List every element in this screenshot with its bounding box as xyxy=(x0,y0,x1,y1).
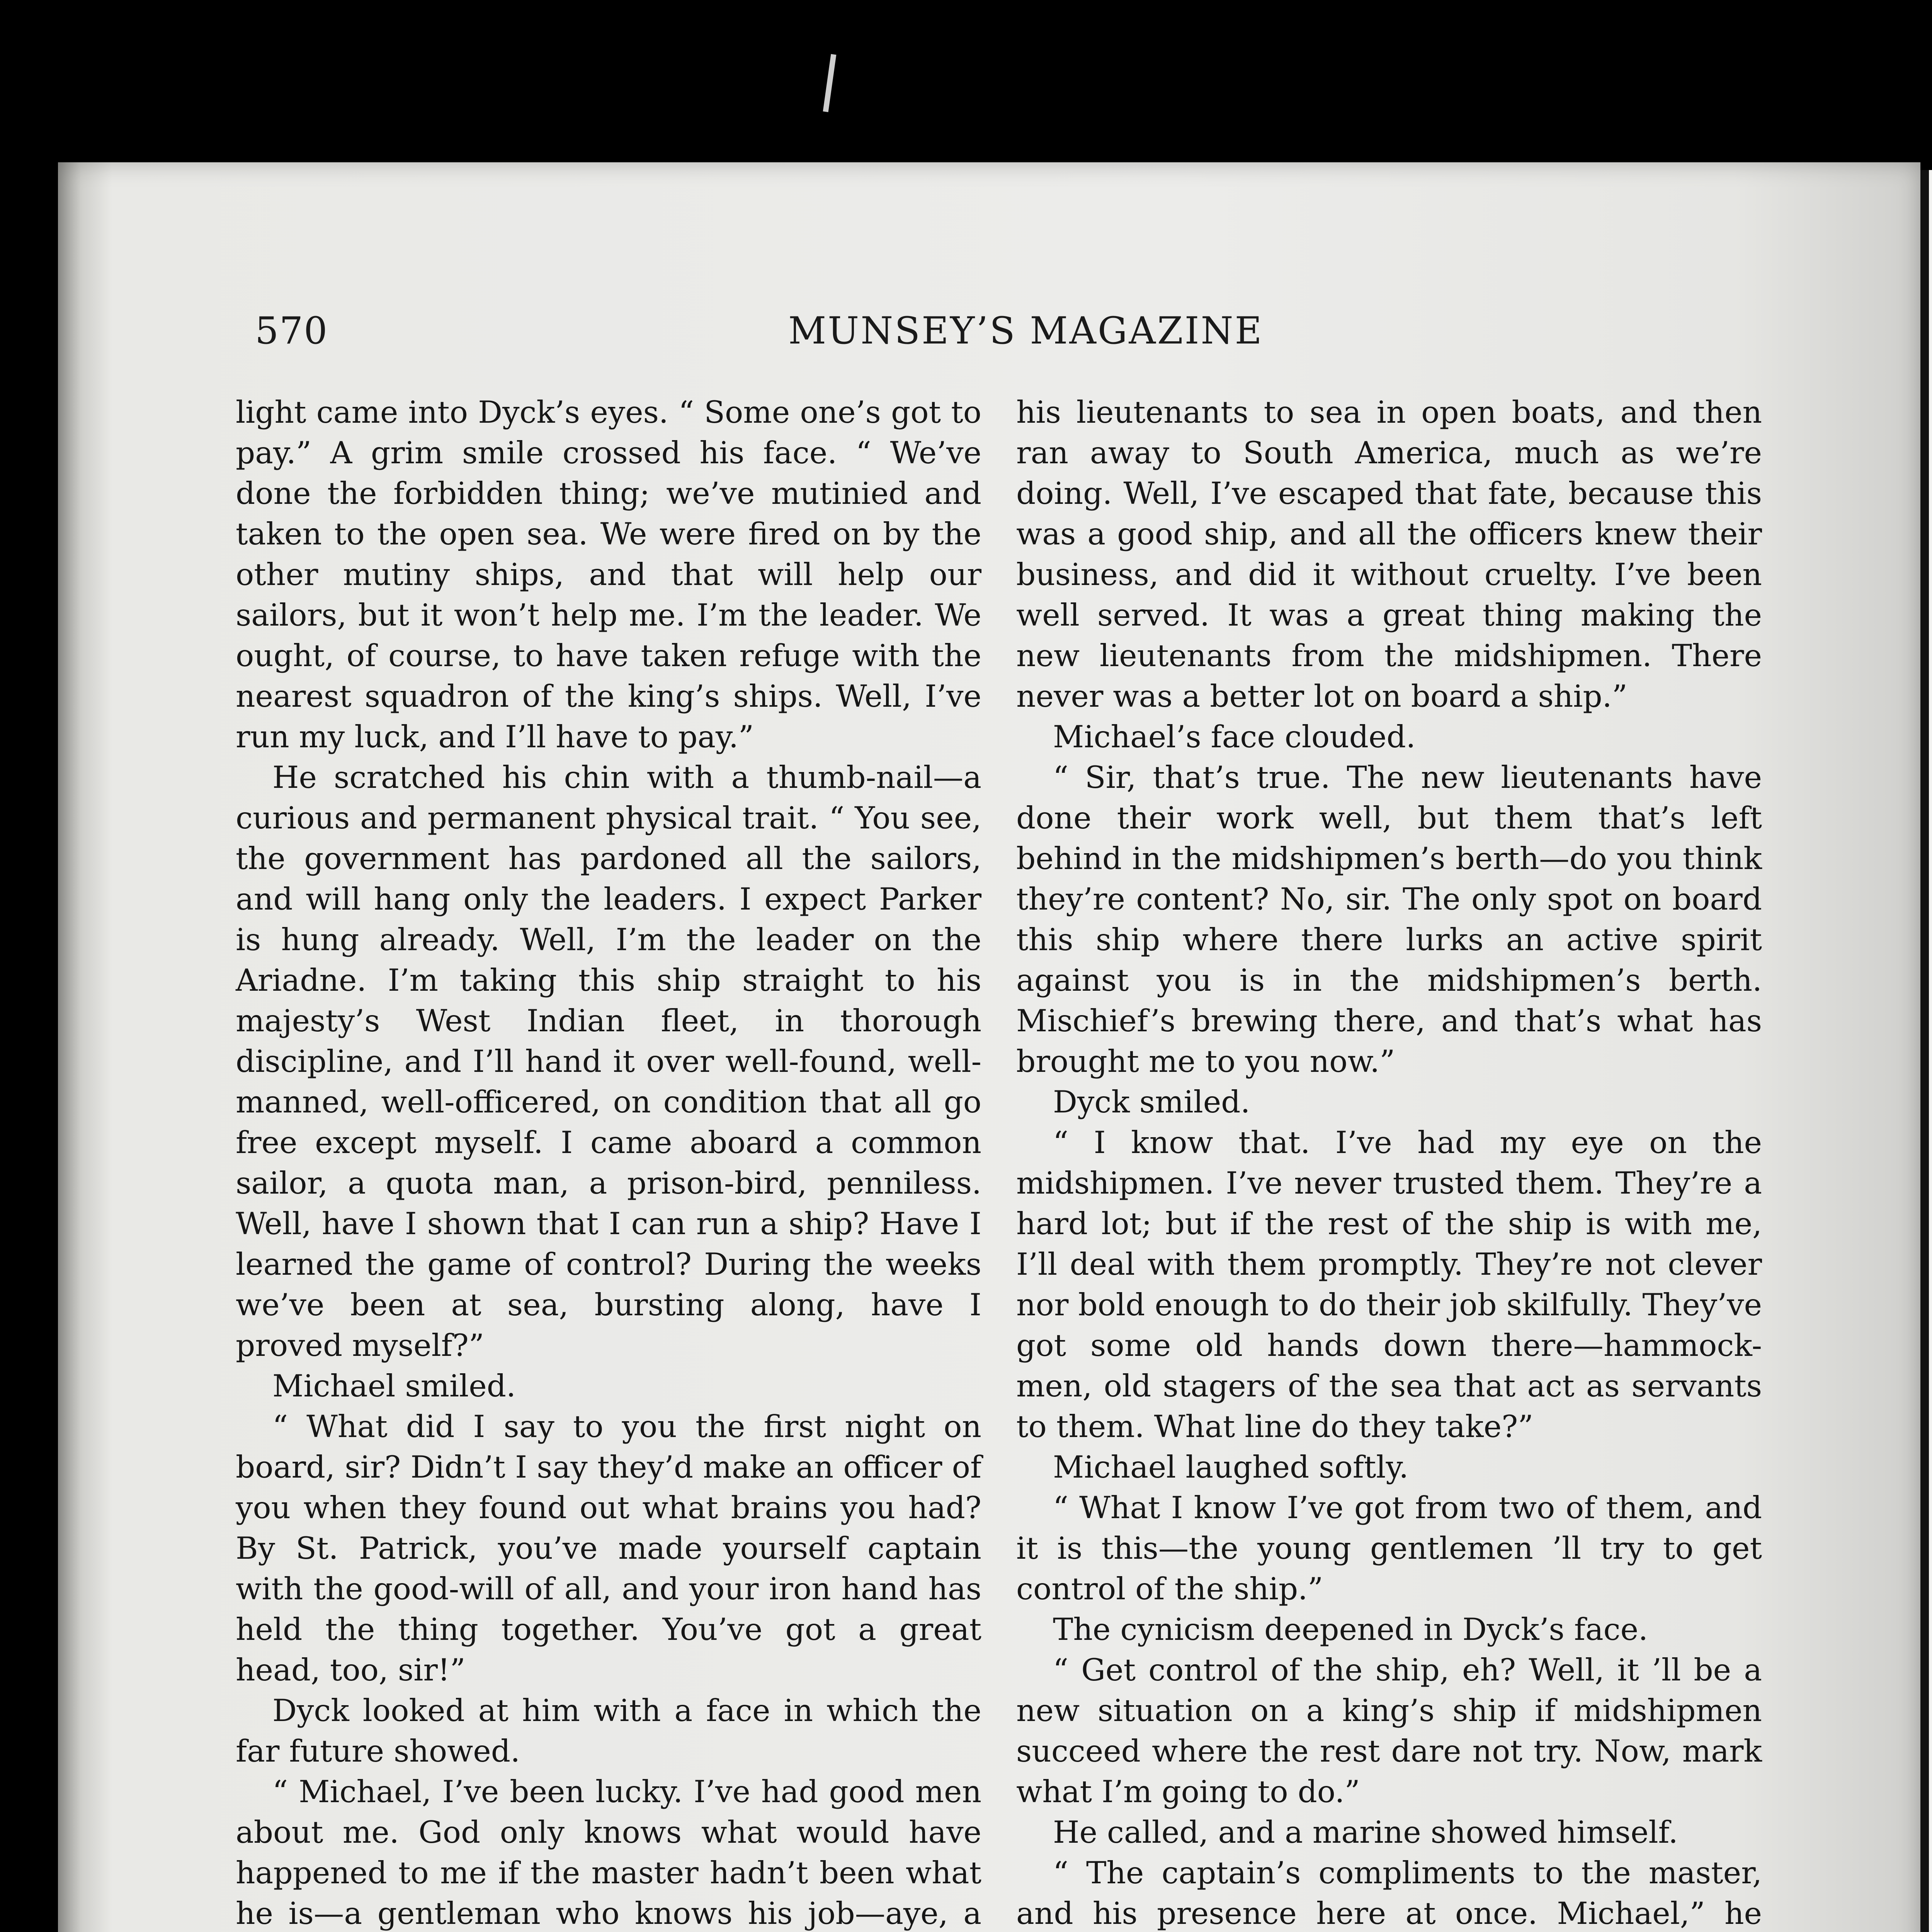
running-title: MUNSEY’S MAGAZINE xyxy=(788,309,1264,352)
paragraph: The cynicism deepened in Dyck’s face. xyxy=(1053,1612,1648,1647)
paragraph: his lieutenants to sea in open boats, and then ran away to South America, much as we’re doing. Well, I’ve escaped that fate, because this was a good ship, and all the officers knew their business, and did it without cruelty. I’ve been well served. It was a great thing making the new lieutenants from the midshipmen. There never was a better lot on board a ship.” xyxy=(1016,395,1762,714)
film-scratch xyxy=(823,54,837,112)
facing-page-edge xyxy=(1920,170,1932,1932)
left-text-column xyxy=(236,392,981,1932)
paragraph: “ The captain’s compliments to the master, and his presence here at once. Michael,” he xyxy=(1016,1855,1762,1931)
paragraph: He scratched his chin with a thumb-nail—a curious and permanent physical trait. “ You see, the government has pardoned all the sailors, and will hang only the leaders. I expect Parker is hung already. Well, I’m the leader on the Ariadne. I’m taking this ship straight to his majesty’s West Indian fleet, in thorough discipline, and I’ll hand it over well-found, well-manned, well-officered, on condition that all go free except myself. I came aboard a common sailor, a quota man, a prison-bird, penniless. Well, have I shown that I can run a ship? Have I learned the game of control? During the weeks we’ve been at sea, bursting along, have I proved myself?” xyxy=(236,760,981,1363)
paragraph: Dyck smiled. xyxy=(1053,1084,1250,1120)
paragraph: “ Michael, I’ve been lucky. I’ve had good men about me. God only knows what would have happened to me if the master hadn’t been what he is—a gentleman who knows his job—aye, a xyxy=(236,1774,981,1931)
right-text-column xyxy=(1016,392,1762,1932)
paragraph: Michael smiled. xyxy=(272,1368,516,1404)
paragraph: light came into Dyck’s eyes. “ Some one’s got to pay.” A grim smile crossed his face. “ We’ve done the forbidden thing; we’ve mutinied and taken to the open sea. We were fired on by the other mutiny ships, and that will help our sailors, but it won’t help me. I’m the leader. We ought, of course, to have taken refuge with the nearest squadron of the king’s ships. Well, I’ve run my luck, and I’ll have to pay.” xyxy=(236,395,981,755)
paragraph: “ Sir, that’s true. The new lieutenants have done their work well, but them that’s left behind in the midshipmen’s berth—do you think they’re content? No, sir. The only spot on board this ship where there lurks an active spirit against you is in the midshipmen’s berth. Mischief’s brewing there, and that’s what has brought me to you now.” xyxy=(1016,760,1762,1079)
paragraph: Michael’s face clouded. xyxy=(1053,719,1416,755)
paragraph: He called, and a marine showed himself. xyxy=(1053,1815,1678,1850)
page-header xyxy=(255,309,1750,355)
page-number: 570 xyxy=(255,309,328,352)
paragraph: “ What I know I’ve got from two of them, and it is this—the young gentlemen ’ll try to get control of the ship.” xyxy=(1016,1490,1762,1607)
paragraph: “ Get control of the ship, eh? Well, it ’ll be a new situation on a king’s ship if midshipmen succeed where the rest dare not try. Now, mark what I’m going to do.” xyxy=(1016,1652,1762,1810)
paragraph: Michael laughed softly. xyxy=(1053,1449,1409,1485)
paragraph: “ What did I say to you the first night on board, sir? Didn’t I say they’d make an officer of you when they found out what brains you had? By St. Patrick, you’ve made yourself captain with the good-will of all, and your iron hand has held the thing together. You’ve got a great head, too, sir!” xyxy=(236,1409,981,1688)
paragraph: “ I know that. I’ve had my eye on the midshipmen. I’ve never trusted them. They’re a hard lot; but if the rest of the ship is with me, I’ll deal with them promptly. They’re not clever nor bold enough to do their job skilfully. They’ve got some old hands down there—hammock-men, old stagers of the sea that act as servants to them. What line do they take?” xyxy=(1016,1125,1762,1444)
paragraph: Dyck looked at him with a face in which the far future showed. xyxy=(236,1693,981,1769)
